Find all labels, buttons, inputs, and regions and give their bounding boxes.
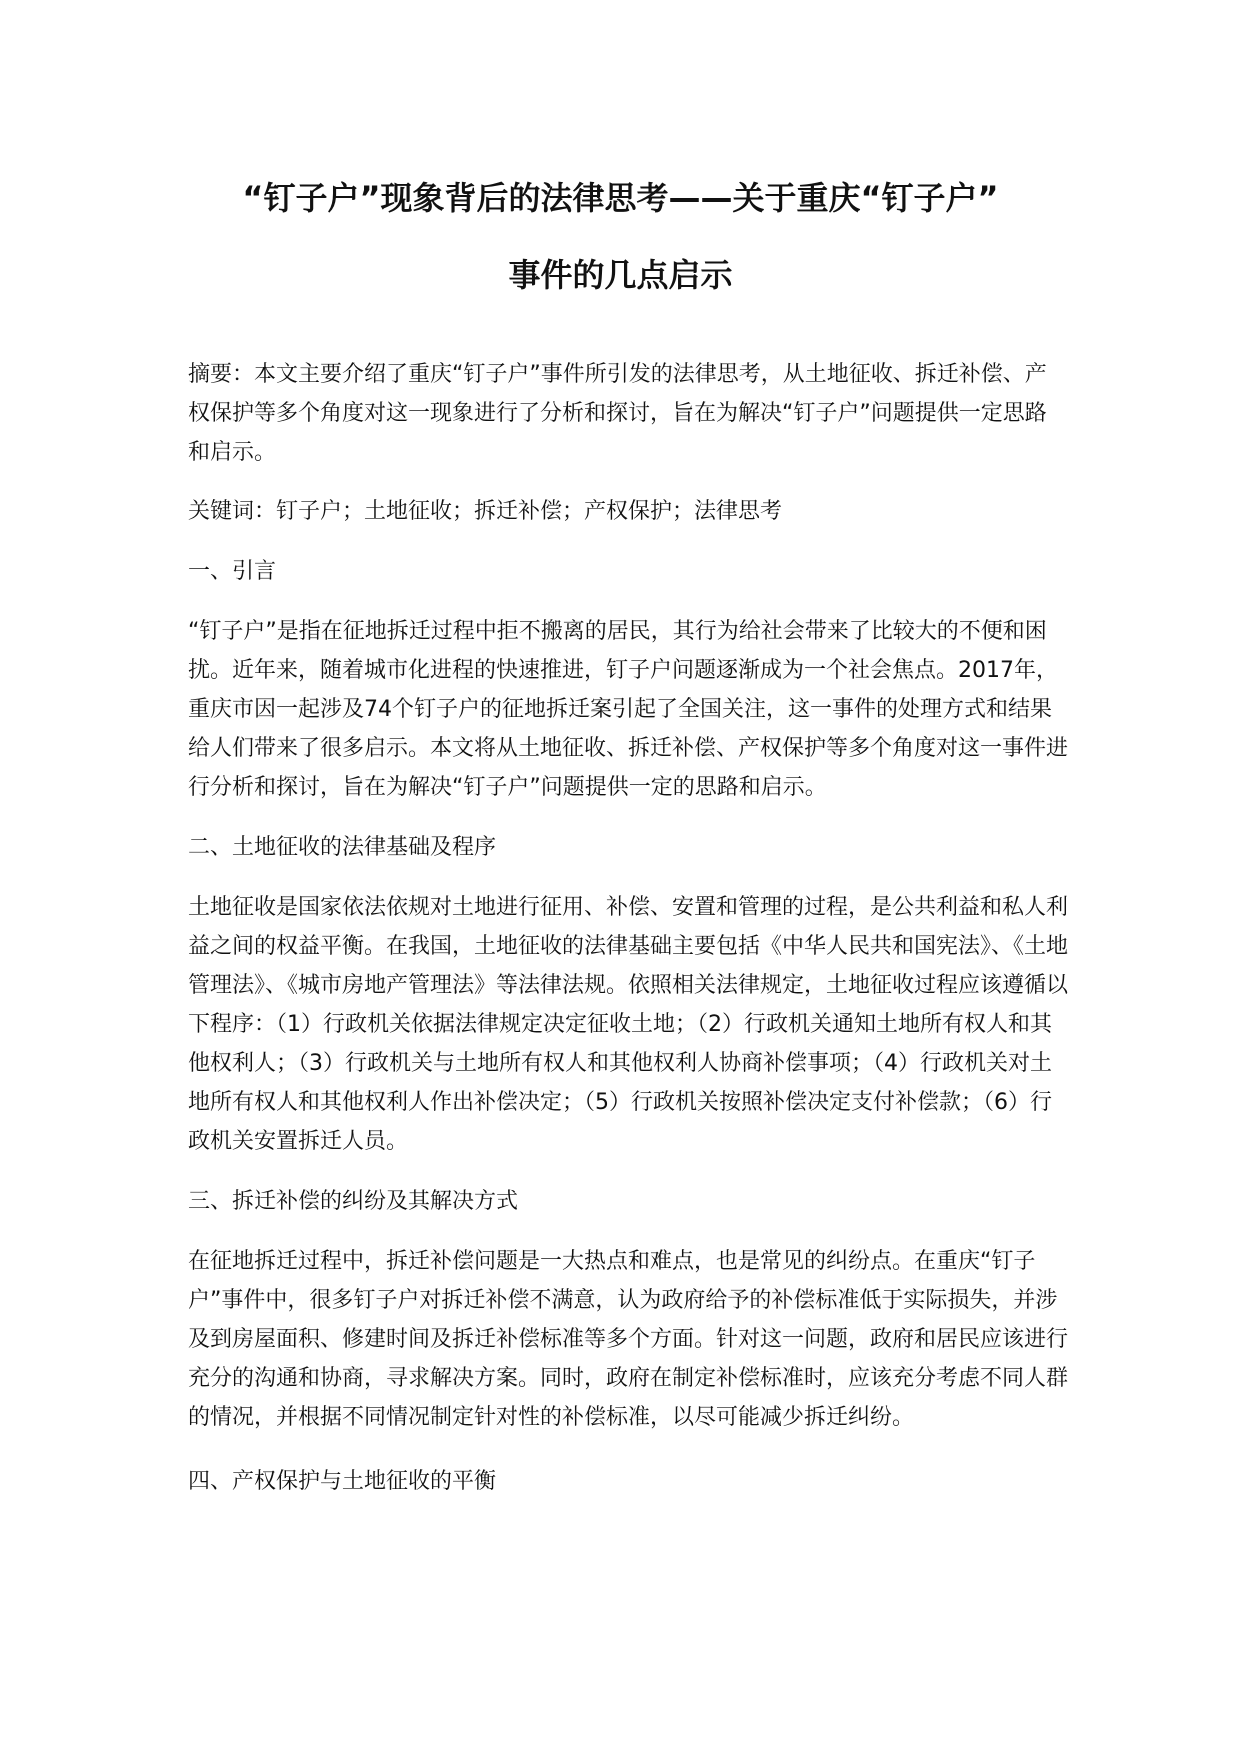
section-heading-land-expropriation: 二、土地征收的法律基础及程序 — [188, 835, 497, 860]
abstract-paragraph: 摘要：本文主要介绍了重庆“钉子户”事件所引发的法律思考，从土地征收、拆迁补偿、产权保护等多个角度对这一现象进行了分析和探讨，旨在为解决“钉子户”问题提供一定思路和启示。 — [188, 362, 1047, 465]
land-expropriation-paragraph: 土地征收是国家依法依规对土地进行征用、补偿、安置和管理的过程，是公共利益和私人利益之间的权益平衡。在我国，土地征收的法律基础主要包括《中华人民共和国宪法》、《土地管理法》、《城市房地产管理法》等法律法规。依照相关法律规定，土地征收过程应该遵循以下程序：（1）行政机关依据法律规定决定征收土地；（2）行政机关通知土地所有权人和其他权利人；（3）行政机关与土地所有权人和其他权利人协商补偿事项；（4）行政机关对土地所有权人和其他权利人作出补偿决定；（5）行政机关按照补偿决定支付补偿款；（6）行政机关安置拆迁人员。 — [188, 895, 1069, 1154]
introduction-paragraph: “钉子户”是指在征地拆迁过程中拒不搬离的居民，其行为给社会带来了比较大的不便和困扰。近年来，随着城市化进程的快速推进，钉子户问题逐渐成为一个社会焦点。2017年，重庆市因一起涉及74个钉子户的征地拆迁案引起了全国关注，这一事件的处理方式和结果给人们带来了很多启示。本文将从土地征收、拆迁补偿、产权保护等多个角度对这一事件进行分析和探讨，旨在为解决“钉子户”问题提供一定的思路和启示。 — [188, 619, 1069, 800]
compensation-disputes-paragraph: 在征地拆迁过程中，拆迁补偿问题是一大热点和难点，也是常见的纠纷点。在重庆“钉子户”事件中，很多钉子户对拆迁补偿不满意，认为政府给予的补偿标准低于实际损失，并涉及到房屋面积、修建时间及拆迁补偿标准等多个方面。针对这一问题，政府和居民应该进行充分的沟通和协商，寻求解决方案。同时，政府在制定补偿标准时，应该充分考虑不同人群的情况，并根据不同情况制定针对性的补偿标准，以尽可能减少拆迁纠纷。 — [188, 1249, 1069, 1430]
document-body — [188, 355, 1068, 1501]
keywords-paragraph: 关键词：钉子户；土地征收；拆迁补偿；产权保护；法律思考 — [188, 499, 783, 524]
section-heading-introduction: 一、引言 — [188, 559, 277, 584]
document-title-line-1: “钉子户”现象背后的法律思考——关于重庆“钉子户” — [242, 179, 999, 217]
section-heading-compensation-disputes: 三、拆迁补偿的纠纷及其解决方式 — [188, 1189, 519, 1214]
section-heading-property-protection: 四、产权保护与土地征收的平衡 — [188, 1469, 497, 1494]
document-title-line-2: 事件的几点启示 — [508, 256, 733, 294]
